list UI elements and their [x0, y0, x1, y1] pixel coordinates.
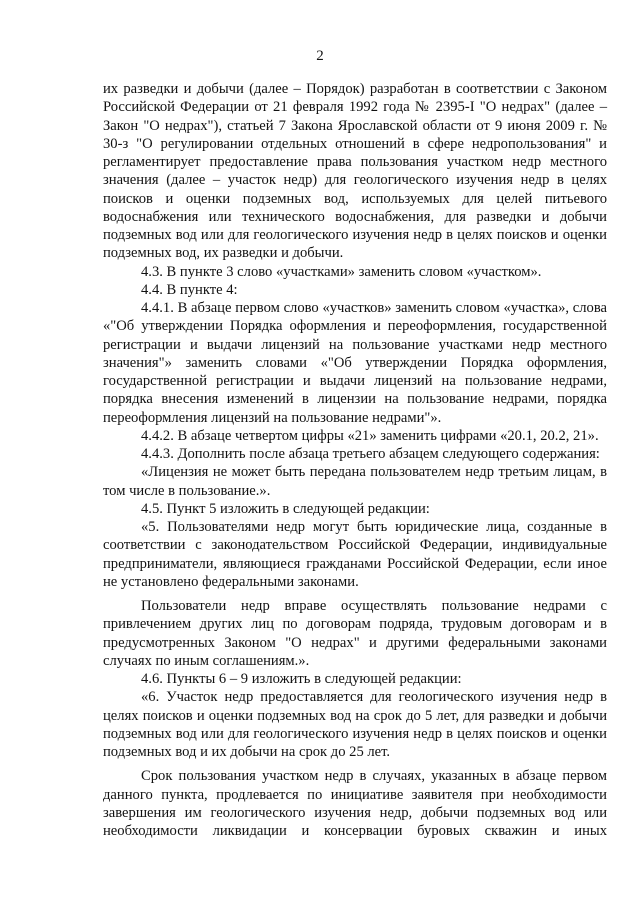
- paragraph-point-6: «6. Участок недр предоставляется для геологического изучения недр в целях поисков и оценки подземных вод на срок до 5 лет, для разведки и добычи подземных вод или для геологического изучения недр в целях поисков и оценки подземных вод и их добычи на срок до 25 лет.: [103, 689, 607, 760]
- document-body: [103, 80, 607, 840]
- paragraph-4-4-3: 4.4.3. Дополнить после абзаца третьего абзацем следующего содержания:: [141, 446, 600, 462]
- paragraph-license-quote: «Лицензия не может быть передана пользователем недр третьим лицам, в том числе в пользование.».: [103, 464, 607, 499]
- paragraph-term-extension: Срок пользования участком недр в случаях, указанных в абзаце первом данного пункта, продлевается по инициативе заявителя при необходимости завершения им геологического изучения недр, добычи подземных вод или необходимости ликвидации и консервации буровых скважин и иных: [103, 768, 607, 839]
- paragraph-4-3: 4.3. В пункте 3 слово «участками» заменить словом «участком».: [141, 263, 542, 280]
- paragraph-4-4-1: 4.4.1. В абзаце первом слово «участков» заменить словом «участка», слова «"Об утверждении Порядка оформления и переоформления, государственной регистрации и выдачи лицензий на пользование участками недр местного значения"» заменить словами «"Об утверждении Порядка оформления, государственной регистрации и выдачи лицензий на пользование недрами, порядка внесения изменений в лицензии на пользование недрами, порядка переоформления лицензий на пользование недрами"».: [103, 300, 607, 426]
- paragraph-subsoil-users: Пользователи недр вправе осуществлять пользование недрами с привлечением других лиц по договорам подряда, трудовым договорам и в предусмотренных Законом "О недрах" и другими федеральными законами случаях по иным соглашениям.».: [103, 598, 607, 669]
- paragraph-4-4-2: 4.4.2. В абзаце четвертом цифры «21» заменить цифрами «20.1, 20.2, 21».: [141, 427, 599, 444]
- paragraph-point-5: «5. Пользователями недр могут быть юридические лица, созданные в соответствии с законодательством Российской Федерации, индивидуальные предприниматели, являющиеся гражданами Российской Федерации, если иное не установлено федеральными законами.: [103, 519, 607, 590]
- page-number: 2: [316, 48, 324, 64]
- paragraph-4-6: 4.6. Пункты 6 – 9 изложить в следующей редакции:: [141, 671, 462, 687]
- paragraph-4-5: 4.5. Пункт 5 изложить в следующей редакции:: [141, 500, 430, 517]
- paragraph-4-4: 4.4. В пункте 4:: [141, 281, 238, 298]
- paragraph-procedure-basis: их разведки и добычи (далее – Порядок) разработан в соответствии с Законом Российской Федерации от 21 февраля 1992 года № 2395-I "О недрах" (далее – Закон "О недрах"), статьей 7 Закона Ярославской области от 9 июня 2009 г. № 30-з "О регулировании отдельных отношений в сфере недропользования" и регламентирует предоставление права пользования участком недр местного значения (далее – участок недр) для геологического изучения недр в целях поисков и оценки подземных вод, используемых для целей питьевого водоснабжения или технического водоснабжения, для разведки и добычи подземных вод или для геологического изучения недр в целях поисков и оценки подземных вод, их разведки и добычи.: [103, 81, 607, 262]
